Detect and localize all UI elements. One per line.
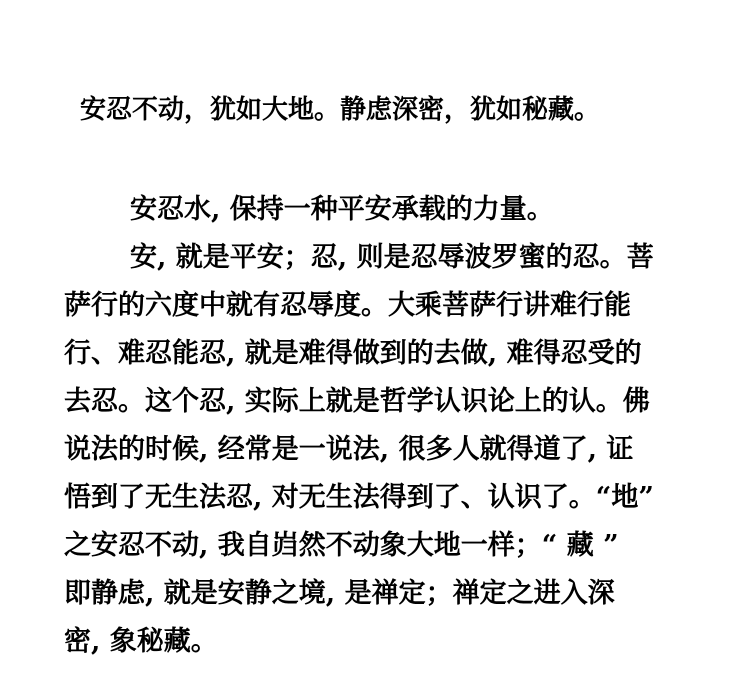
paragraph-line: 安忍水, 保持一种平安承载的力量。 bbox=[130, 194, 554, 225]
paragraph-line: 去忍。这个忍, 实际上就是哲学认识论上的认。佛 bbox=[64, 386, 650, 417]
paragraph-line: 行、难忍能忍, 就是难得做到的去做, 难得忍受的 bbox=[64, 338, 642, 369]
paragraph-line: 悟到了无生法忍, 对无生法得到了、认识了。“地” bbox=[64, 482, 654, 513]
paragraph-line: 之安忍不动, 我自岿然不动象大地一样；“ 藏 ” bbox=[64, 530, 619, 561]
paragraph-line: 密, 象秘藏。 bbox=[64, 626, 218, 657]
verse-heading: 安忍不动，犹如大地。静虑深密，犹如秘藏。 bbox=[80, 95, 601, 125]
paragraph-line: 即静虑, 就是安静之境, 是禅定；禅定之进入深 bbox=[64, 578, 615, 609]
paragraph-line: 萨行的六度中就有忍辱度。大乘菩萨行讲难行能 bbox=[64, 290, 631, 321]
paragraph-line: 安, 就是平安；忍, 则是忍辱波罗蜜的忍。菩 bbox=[130, 242, 654, 273]
paragraph-line: 说法的时候, 经常是一说法, 很多人就得道了, 证 bbox=[64, 434, 634, 465]
commentary-body bbox=[64, 186, 694, 666]
